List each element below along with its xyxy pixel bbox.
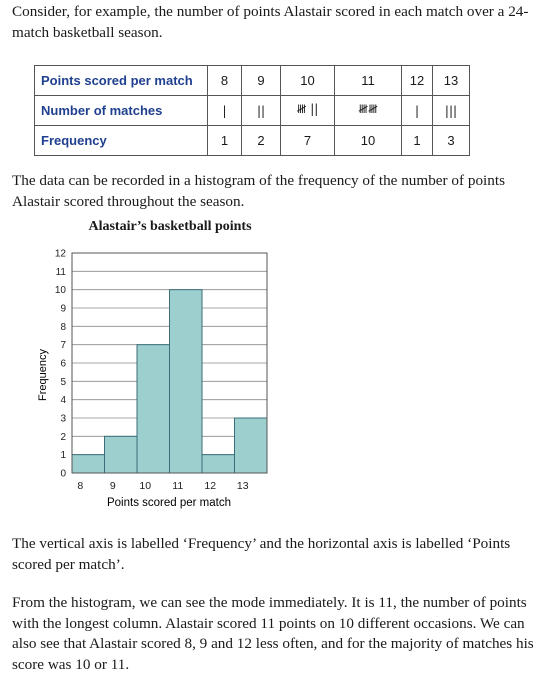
y-tick-label: 12 [54, 248, 66, 260]
y-tick-label: 7 [60, 340, 66, 352]
frequency-cell: 2 [242, 126, 281, 156]
mode-note-paragraph: From the histogram, we can see the mode immediately. It is 11, the number of points with the longest column. Alastair scored 11 points on 10 different occasions. We can also see that Alastair scored 8, 9 and 12 less often, and for the majority of matches his score was 10 or 11. [12, 594, 534, 673]
histogram-bar [202, 455, 235, 473]
y-tick-label: 10 [54, 285, 66, 297]
points-cell: 9 [242, 66, 281, 96]
y-tick-label: 9 [60, 303, 66, 315]
tally-cell: || [242, 96, 281, 126]
y-tick-label: 11 [55, 266, 66, 278]
histogram-bar [170, 290, 203, 473]
frequency-cell: 10 [335, 126, 402, 156]
points-cell: 8 [208, 66, 242, 96]
x-tick-label: 11 [172, 480, 184, 492]
points-cell: 13 [433, 66, 470, 96]
points-cell: 10 [281, 66, 335, 96]
histogram-intro-paragraph: The data can be recorded in a histogram of the frequency of the number of points Alastair scored throughout the season. [12, 172, 505, 210]
x-tick-label: 13 [236, 480, 249, 492]
histogram-bar [235, 418, 268, 473]
histogram-bar [105, 436, 138, 473]
tally-cell: | [402, 96, 433, 126]
chart-title: Alastair’s basketball points [88, 219, 252, 234]
row-header-points: Points scored per match [35, 66, 208, 96]
row-header-matches: Number of matches [35, 96, 208, 126]
tally-cell: | [208, 96, 242, 126]
histogram-bar [72, 455, 105, 473]
points-cell: 11 [335, 66, 402, 96]
x-tick-label: 10 [139, 480, 152, 492]
y-axis-label: Frequency [37, 349, 49, 401]
frequency-cell: 1 [208, 126, 242, 156]
x-tick-label: 12 [204, 480, 217, 492]
x-tick-label: 9 [109, 480, 116, 492]
y-tick-label: 4 [60, 395, 66, 407]
y-tick-label: 2 [60, 431, 66, 443]
tally-cell: ||| [433, 96, 470, 126]
y-tick-label: 5 [60, 376, 66, 388]
intro-paragraph: Consider, for example, the number of points Alastair scored in each match over a 24-match basketball season. [12, 3, 529, 41]
x-axis-label: Points scored per match [106, 497, 232, 509]
frequency-cell: 7 [281, 126, 335, 156]
frequency-cell: 1 [402, 126, 433, 156]
y-tick-label: 0 [60, 468, 66, 480]
histogram-bar [137, 345, 170, 473]
row-header-frequency: Frequency [35, 126, 208, 156]
x-tick-label: 8 [77, 480, 84, 492]
axes-note-paragraph: The vertical axis is labelled ‘Frequency’ and the horizontal axis is labelled ‘Points scored per match’. [12, 535, 511, 573]
tally-cell: 𝍸 || [281, 96, 335, 126]
tally-cell: 𝍸𝍸 [335, 96, 402, 126]
y-tick-label: 8 [60, 321, 66, 333]
points-cell: 12 [402, 66, 433, 96]
y-tick-label: 6 [60, 358, 66, 370]
frequency-cell: 3 [433, 126, 470, 156]
y-tick-label: 3 [60, 413, 66, 425]
y-tick-label: 1 [60, 450, 66, 462]
